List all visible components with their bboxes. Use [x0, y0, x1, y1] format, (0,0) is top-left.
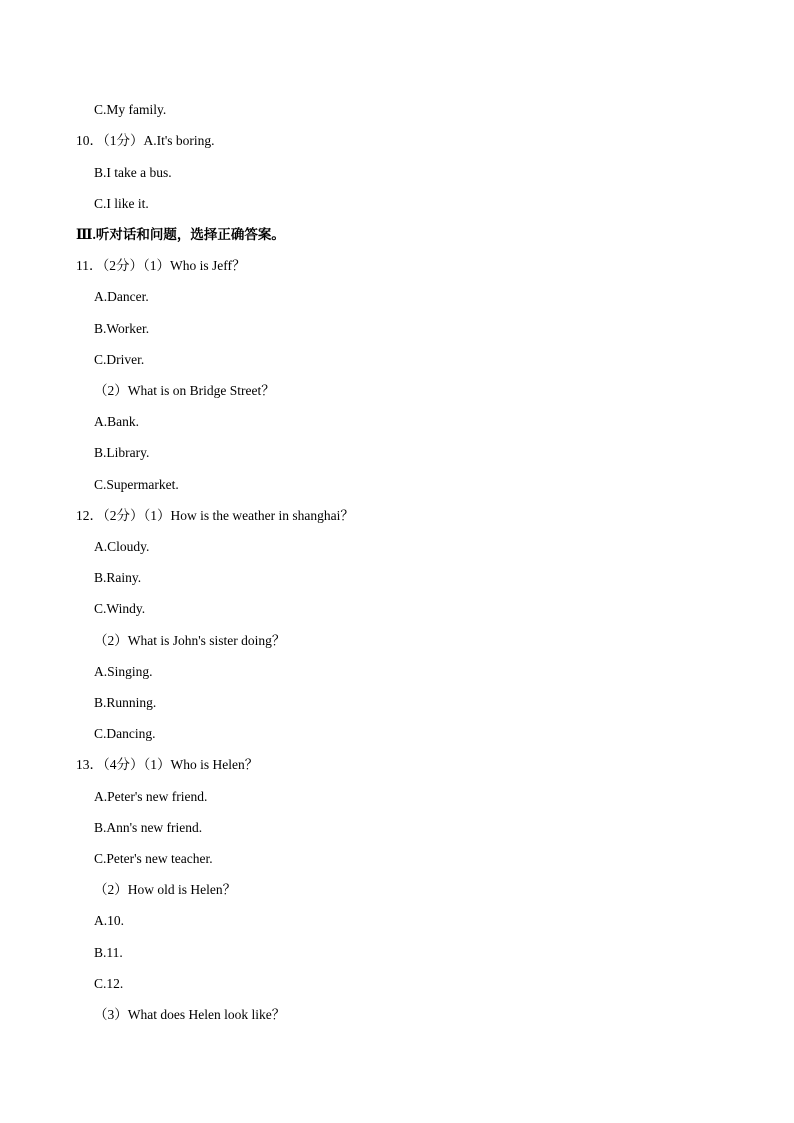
- sub-question-line: （2）What is on Bridge Street？: [94, 383, 275, 398]
- option-line: C.My family.: [94, 102, 167, 117]
- sub-question-line: （2）What is John's sister doing？: [94, 633, 286, 648]
- option-line: A.Cloudy.: [94, 539, 150, 554]
- option-line: B.I take a bus.: [94, 165, 172, 180]
- option-line: C.Dancing.: [94, 726, 156, 741]
- option-line: A.10.: [94, 913, 124, 928]
- question-line: 13．（4分）（1）Who is Helen？: [76, 757, 259, 772]
- question-line: 11．（2分）（1）Who is Jeff？: [76, 258, 246, 273]
- option-line: C.Peter's new teacher.: [94, 851, 213, 866]
- option-line: A.Dancer.: [94, 289, 149, 304]
- option-line: A.Bank.: [94, 414, 139, 429]
- section-heading: Ⅲ.听对话和问题，选择正确答案。: [76, 227, 285, 242]
- question-line: 12．（2分）（1）How is the weather in shanghai？: [76, 508, 354, 523]
- option-line: B.Ann's new friend.: [94, 820, 203, 835]
- option-line: C.Driver.: [94, 352, 145, 367]
- option-line: C.12.: [94, 976, 124, 991]
- option-line: B.Rainy.: [94, 570, 142, 585]
- sub-question-line: （2）How old is Helen？: [94, 882, 237, 897]
- option-line: B.11.: [94, 945, 123, 960]
- option-line: B.Library.: [94, 445, 150, 460]
- question-line: 10．（1分）A.It's boring.: [76, 133, 215, 148]
- option-line: A.Singing.: [94, 664, 153, 679]
- option-line: A.Peter's new friend.: [94, 789, 208, 804]
- sub-question-line: （3）What does Helen look like？: [94, 1007, 286, 1022]
- option-line: C.Windy.: [94, 601, 146, 616]
- option-line: C.I like it.: [94, 196, 149, 211]
- option-line: C.Supermarket.: [94, 477, 179, 492]
- option-line: B.Running.: [94, 695, 157, 710]
- option-line: B.Worker.: [94, 321, 150, 336]
